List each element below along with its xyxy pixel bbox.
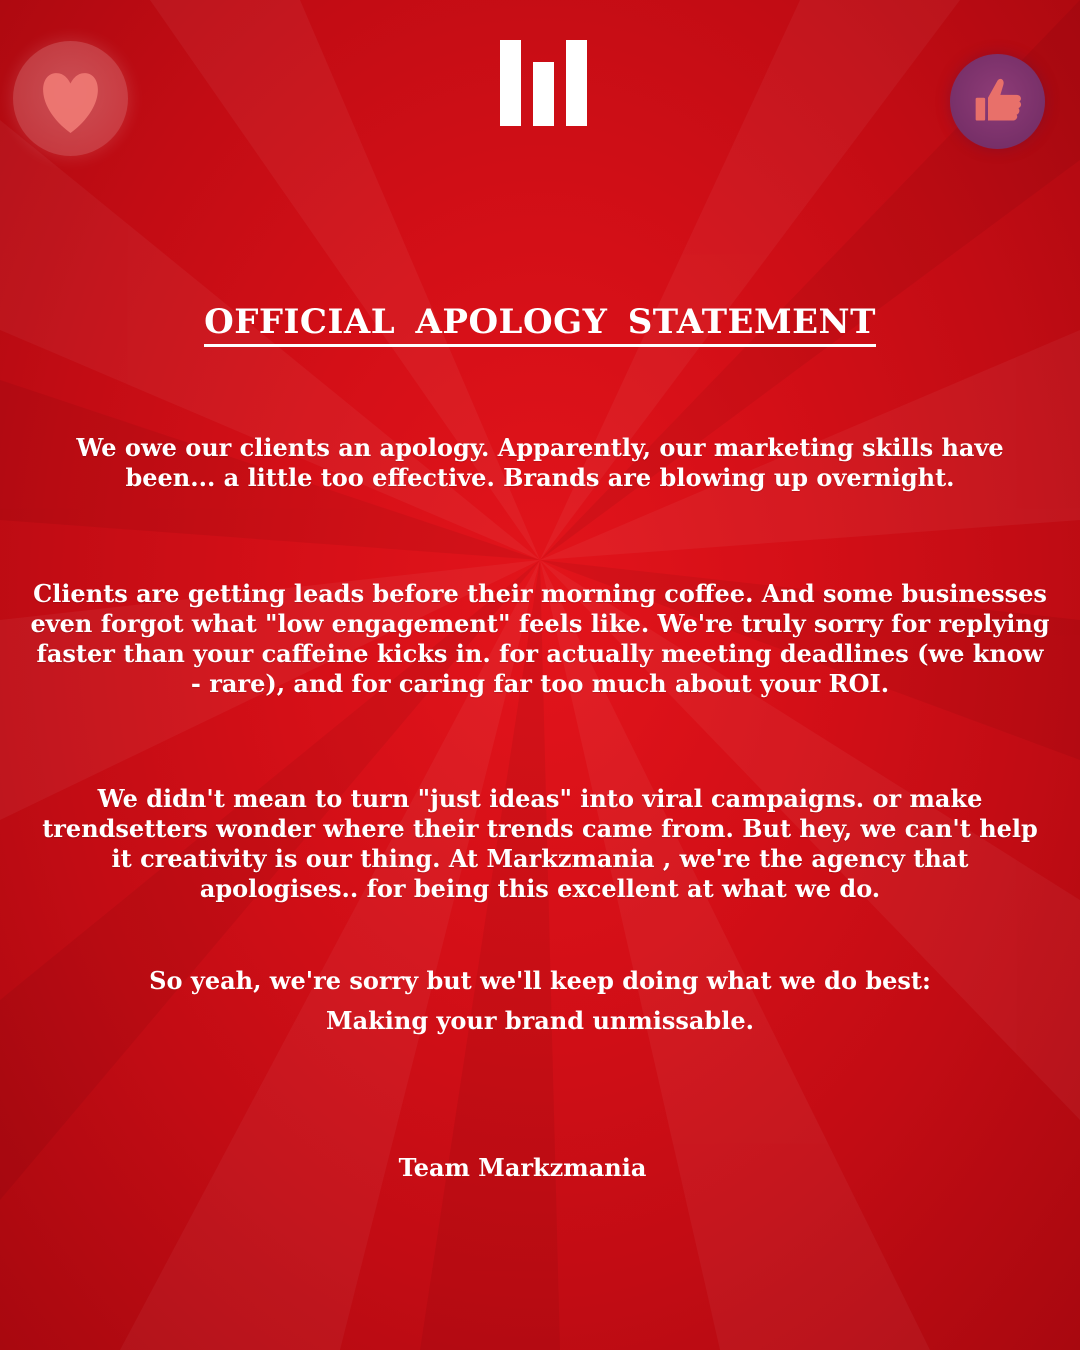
logo-bar xyxy=(566,40,587,126)
heart-icon xyxy=(13,41,128,156)
closing-line: So yeah, we're sorry but we'll keep doing what we do best: xyxy=(149,966,931,995)
statement-paragraph: We didn't mean to turn "just ideas" into viral campaigns. or make trendsetters wonder where their trends came from. But hey, we can't help it creativity is our thing. At Markzmania , we're the agency that apologises.. for being this excellent at what we do. xyxy=(42,784,1038,903)
signature: Team Markzmania xyxy=(398,1153,647,1182)
logo-bar xyxy=(500,40,521,126)
logo-bar xyxy=(533,62,554,126)
statement-paragraph: Clients are getting leads before their morning coffee. And some businesses even forgot what "low engagement" feels like. We're truly sorry for replying faster than your caffeine kicks in. for actually meeting deadlines (we know - rare), and for caring far too much about your ROI. xyxy=(30,579,1050,698)
closing-line: Making your brand unmissable. xyxy=(326,1006,754,1035)
like-bubble xyxy=(950,54,1045,149)
thumbs-up-icon xyxy=(950,54,1045,149)
statement-paragraph: We owe our clients an apology. Apparently, our marketing skills have been... a little too effective. Brands are blowing up overnight. xyxy=(76,433,1004,492)
statement-title xyxy=(0,302,1080,347)
statement-title-text: OFFICIAL APOLOGY STATEMENT xyxy=(204,302,876,347)
bar-chart-logo xyxy=(500,40,588,126)
heart-bubble xyxy=(13,41,128,156)
